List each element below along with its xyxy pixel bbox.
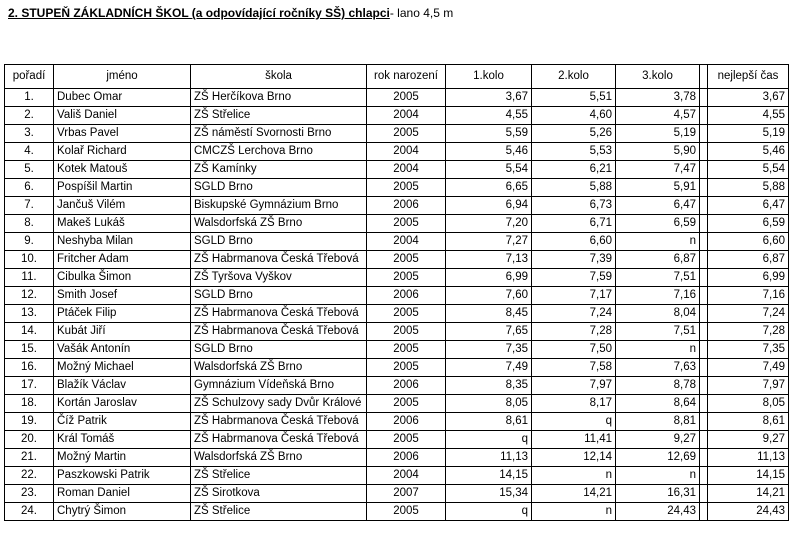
- cell-round-2: 7,28: [532, 323, 616, 341]
- column-gap: [700, 89, 708, 107]
- cell-name: Pospíšil Martin: [54, 179, 191, 197]
- table-row: [5, 233, 789, 251]
- cell-best-time: 5,88: [708, 179, 789, 197]
- cell-best-time: 9,27: [708, 431, 789, 449]
- col-header-rank: pořadí: [5, 65, 54, 89]
- cell-school: SGLD Brno: [191, 179, 367, 197]
- cell-rank: 14.: [5, 323, 54, 341]
- cell-round-3: 12,69: [616, 449, 700, 467]
- cell-school: SGLD Brno: [191, 341, 367, 359]
- table-row: [5, 125, 789, 143]
- cell-best-time: 3,67: [708, 89, 789, 107]
- cell-round-3: 4,57: [616, 107, 700, 125]
- table-row: [5, 287, 789, 305]
- table-row: [5, 341, 789, 359]
- cell-name: Blažík Václav: [54, 377, 191, 395]
- cell-school: ZŠ Habrmanova Česká Třebová: [191, 251, 367, 269]
- table-row: [5, 395, 789, 413]
- cell-round-3: 5,91: [616, 179, 700, 197]
- cell-rank: 4.: [5, 143, 54, 161]
- cell-birth-year: 2005: [367, 89, 446, 107]
- cell-name: Kolař Richard: [54, 143, 191, 161]
- cell-school: ZŠ Habrmanova Česká Třebová: [191, 413, 367, 431]
- cell-round-1: q: [446, 431, 532, 449]
- table-row: [5, 251, 789, 269]
- cell-round-2: 8,17: [532, 395, 616, 413]
- cell-rank: 18.: [5, 395, 54, 413]
- cell-name: Kortán Jaroslav: [54, 395, 191, 413]
- cell-round-2: 7,50: [532, 341, 616, 359]
- cell-round-1: 5,59: [446, 125, 532, 143]
- cell-school: ZŠ Herčíkova Brno: [191, 89, 367, 107]
- col-header-round-3: 3.kolo: [616, 65, 700, 89]
- cell-school: ZŠ Střelice: [191, 503, 367, 521]
- table-row: [5, 179, 789, 197]
- cell-round-3: 8,81: [616, 413, 700, 431]
- cell-round-1: 7,49: [446, 359, 532, 377]
- cell-round-1: 6,94: [446, 197, 532, 215]
- cell-birth-year: 2007: [367, 485, 446, 503]
- cell-rank: 10.: [5, 251, 54, 269]
- cell-birth-year: 2006: [367, 287, 446, 305]
- cell-rank: 16.: [5, 359, 54, 377]
- cell-rank: 24.: [5, 503, 54, 521]
- cell-name: Paszkowski Patrik: [54, 467, 191, 485]
- col-header-school: škola: [191, 65, 367, 89]
- cell-rank: 12.: [5, 287, 54, 305]
- cell-rank: 23.: [5, 485, 54, 503]
- table-body: [5, 89, 789, 521]
- cell-rank: 20.: [5, 431, 54, 449]
- cell-name: Cibulka Šimon: [54, 269, 191, 287]
- cell-name: Kubát Jiří: [54, 323, 191, 341]
- col-header-birth-year: rok narození: [367, 65, 446, 89]
- column-gap: [700, 161, 708, 179]
- cell-round-2: q: [532, 413, 616, 431]
- cell-round-1: 8,05: [446, 395, 532, 413]
- cell-rank: 19.: [5, 413, 54, 431]
- column-gap: [700, 341, 708, 359]
- table-row: [5, 503, 789, 521]
- cell-name: Vašák Antonín: [54, 341, 191, 359]
- column-gap: [700, 413, 708, 431]
- cell-round-1: 6,99: [446, 269, 532, 287]
- cell-round-3: 7,63: [616, 359, 700, 377]
- col-header-round-2: 2.kolo: [532, 65, 616, 89]
- cell-name: Možný Martin: [54, 449, 191, 467]
- results-table: [4, 64, 789, 521]
- cell-name: Vrbas Pavel: [54, 125, 191, 143]
- cell-school: ZŠ Habrmanova Česká Třebová: [191, 431, 367, 449]
- cell-round-1: 5,46: [446, 143, 532, 161]
- cell-rank: 8.: [5, 215, 54, 233]
- cell-rank: 11.: [5, 269, 54, 287]
- cell-birth-year: 2005: [367, 503, 446, 521]
- cell-best-time: 6,60: [708, 233, 789, 251]
- cell-birth-year: 2004: [367, 233, 446, 251]
- table-row: [5, 143, 789, 161]
- cell-round-1: 15,34: [446, 485, 532, 503]
- cell-round-3: 7,47: [616, 161, 700, 179]
- cell-name: Smith Josef: [54, 287, 191, 305]
- cell-school: ZŠ Habrmanova Česká Třebová: [191, 305, 367, 323]
- cell-round-3: 8,04: [616, 305, 700, 323]
- cell-school: CMCZŠ Lerchova Brno: [191, 143, 367, 161]
- table-row: [5, 89, 789, 107]
- cell-round-2: 5,26: [532, 125, 616, 143]
- cell-round-1: 5,54: [446, 161, 532, 179]
- cell-birth-year: 2006: [367, 413, 446, 431]
- cell-birth-year: 2005: [367, 305, 446, 323]
- cell-birth-year: 2005: [367, 341, 446, 359]
- cell-best-time: 5,54: [708, 161, 789, 179]
- cell-round-2: 6,73: [532, 197, 616, 215]
- column-gap: [700, 125, 708, 143]
- cell-best-time: 11,13: [708, 449, 789, 467]
- table-row: [5, 485, 789, 503]
- cell-round-2: 6,21: [532, 161, 616, 179]
- cell-best-time: 7,97: [708, 377, 789, 395]
- table-row: [5, 377, 789, 395]
- column-gap: [700, 395, 708, 413]
- cell-name: Kotek Matouš: [54, 161, 191, 179]
- cell-round-3: 7,51: [616, 269, 700, 287]
- table-row: [5, 107, 789, 125]
- cell-round-2: 7,24: [532, 305, 616, 323]
- cell-round-2: 6,60: [532, 233, 616, 251]
- cell-best-time: 7,28: [708, 323, 789, 341]
- cell-name: Číž Patrik: [54, 413, 191, 431]
- cell-round-2: 14,21: [532, 485, 616, 503]
- cell-school: SGLD Brno: [191, 287, 367, 305]
- cell-best-time: 7,35: [708, 341, 789, 359]
- table-row: [5, 305, 789, 323]
- cell-best-time: 5,46: [708, 143, 789, 161]
- cell-rank: 7.: [5, 197, 54, 215]
- cell-school: ZŠ náměstí Svornosti Brno: [191, 125, 367, 143]
- table-row: [5, 413, 789, 431]
- column-gap: [700, 107, 708, 125]
- cell-name: Chytrý Šimon: [54, 503, 191, 521]
- cell-name: Makeš Lukáš: [54, 215, 191, 233]
- cell-round-3: 3,78: [616, 89, 700, 107]
- column-gap: [700, 215, 708, 233]
- cell-round-1: 8,45: [446, 305, 532, 323]
- cell-round-1: 8,61: [446, 413, 532, 431]
- column-gap: [700, 449, 708, 467]
- column-gap: [700, 179, 708, 197]
- cell-round-3: 7,16: [616, 287, 700, 305]
- cell-round-2: 7,59: [532, 269, 616, 287]
- column-gap: [700, 467, 708, 485]
- cell-birth-year: 2005: [367, 269, 446, 287]
- table-row: [5, 323, 789, 341]
- table-row: [5, 449, 789, 467]
- cell-school: Gymnázium Vídeňská Brno: [191, 377, 367, 395]
- cell-round-3: 8,78: [616, 377, 700, 395]
- cell-school: ZŠ Střelice: [191, 107, 367, 125]
- col-header-round-1: 1.kolo: [446, 65, 532, 89]
- cell-round-3: 9,27: [616, 431, 700, 449]
- table-row: [5, 359, 789, 377]
- cell-birth-year: 2004: [367, 107, 446, 125]
- cell-best-time: 4,55: [708, 107, 789, 125]
- cell-round-2: 5,53: [532, 143, 616, 161]
- column-gap: [700, 359, 708, 377]
- cell-rank: 2.: [5, 107, 54, 125]
- cell-round-3: n: [616, 467, 700, 485]
- cell-round-1: 7,65: [446, 323, 532, 341]
- cell-round-2: 5,88: [532, 179, 616, 197]
- cell-round-3: 7,51: [616, 323, 700, 341]
- cell-best-time: 5,19: [708, 125, 789, 143]
- cell-round-1: 6,65: [446, 179, 532, 197]
- cell-birth-year: 2005: [367, 359, 446, 377]
- cell-round-2: 7,17: [532, 287, 616, 305]
- cell-name: Vališ Daniel: [54, 107, 191, 125]
- cell-round-1: 7,60: [446, 287, 532, 305]
- cell-best-time: 6,99: [708, 269, 789, 287]
- cell-round-3: 5,19: [616, 125, 700, 143]
- table-row: [5, 161, 789, 179]
- heading-category: 2. STUPEŇ ZÁKLADNÍCH ŠKOL (a odpovídající ročníky SŠ) chlapci: [8, 6, 390, 20]
- cell-round-2: 4,60: [532, 107, 616, 125]
- cell-school: Walsdorfská ZŠ Brno: [191, 449, 367, 467]
- cell-best-time: 6,87: [708, 251, 789, 269]
- table-row: [5, 197, 789, 215]
- column-gap: [700, 305, 708, 323]
- cell-round-2: 7,97: [532, 377, 616, 395]
- table-row: [5, 269, 789, 287]
- cell-round-2: n: [532, 503, 616, 521]
- column-gap: [700, 197, 708, 215]
- cell-round-1: 4,55: [446, 107, 532, 125]
- cell-birth-year: 2005: [367, 395, 446, 413]
- column-gap: [700, 251, 708, 269]
- column-gap: [700, 287, 708, 305]
- cell-name: Dubec Omar: [54, 89, 191, 107]
- cell-best-time: 14,21: [708, 485, 789, 503]
- cell-round-1: 7,35: [446, 341, 532, 359]
- column-gap: [700, 233, 708, 251]
- cell-round-2: 11,41: [532, 431, 616, 449]
- cell-round-2: 6,71: [532, 215, 616, 233]
- column-gap: [700, 65, 708, 89]
- table-row: [5, 431, 789, 449]
- page-heading: [8, 6, 453, 20]
- cell-name: Ptáček Filip: [54, 305, 191, 323]
- cell-school: ZŠ Tyršova Vyškov: [191, 269, 367, 287]
- cell-round-3: n: [616, 341, 700, 359]
- heading-discipline: - lano 4,5 m: [389, 6, 454, 20]
- cell-birth-year: 2005: [367, 431, 446, 449]
- cell-round-1: 3,67: [446, 89, 532, 107]
- cell-best-time: 24,43: [708, 503, 789, 521]
- column-gap: [700, 143, 708, 161]
- cell-best-time: 6,59: [708, 215, 789, 233]
- cell-best-time: 8,61: [708, 413, 789, 431]
- column-gap: [700, 485, 708, 503]
- column-gap: [700, 377, 708, 395]
- cell-round-3: 6,59: [616, 215, 700, 233]
- cell-round-2: 7,58: [532, 359, 616, 377]
- cell-round-2: 5,51: [532, 89, 616, 107]
- column-gap: [700, 269, 708, 287]
- cell-round-1: q: [446, 503, 532, 521]
- cell-rank: 13.: [5, 305, 54, 323]
- cell-round-1: 7,27: [446, 233, 532, 251]
- cell-round-1: 7,20: [446, 215, 532, 233]
- cell-rank: 6.: [5, 179, 54, 197]
- cell-round-3: 24,43: [616, 503, 700, 521]
- cell-school: ZŠ Střelice: [191, 467, 367, 485]
- cell-best-time: 7,49: [708, 359, 789, 377]
- cell-name: Neshyba Milan: [54, 233, 191, 251]
- cell-birth-year: 2004: [367, 143, 446, 161]
- cell-best-time: 14,15: [708, 467, 789, 485]
- cell-round-3: 5,90: [616, 143, 700, 161]
- cell-school: ZŠ Schulzovy sady Dvůr Králové: [191, 395, 367, 413]
- cell-school: ZŠ Habrmanova Česká Třebová: [191, 323, 367, 341]
- cell-best-time: 7,16: [708, 287, 789, 305]
- cell-round-1: 11,13: [446, 449, 532, 467]
- cell-rank: 3.: [5, 125, 54, 143]
- cell-school: Walsdorfská ZŠ Brno: [191, 215, 367, 233]
- col-header-name: jméno: [54, 65, 191, 89]
- cell-school: ZŠ Kamínky: [191, 161, 367, 179]
- cell-rank: 5.: [5, 161, 54, 179]
- cell-round-2: 7,39: [532, 251, 616, 269]
- cell-birth-year: 2006: [367, 377, 446, 395]
- column-gap: [700, 323, 708, 341]
- cell-school: SGLD Brno: [191, 233, 367, 251]
- cell-birth-year: 2005: [367, 125, 446, 143]
- cell-round-1: 8,35: [446, 377, 532, 395]
- cell-rank: 15.: [5, 341, 54, 359]
- cell-round-3: 6,47: [616, 197, 700, 215]
- cell-best-time: 7,24: [708, 305, 789, 323]
- cell-round-3: 8,64: [616, 395, 700, 413]
- cell-school: ZŠ Sirotkova: [191, 485, 367, 503]
- cell-school: Biskupské Gymnázium Brno: [191, 197, 367, 215]
- column-gap: [700, 503, 708, 521]
- cell-rank: 17.: [5, 377, 54, 395]
- cell-birth-year: 2005: [367, 215, 446, 233]
- cell-best-time: 8,05: [708, 395, 789, 413]
- table-row: [5, 467, 789, 485]
- cell-round-1: 7,13: [446, 251, 532, 269]
- cell-round-1: 14,15: [446, 467, 532, 485]
- cell-birth-year: 2005: [367, 179, 446, 197]
- cell-rank: 1.: [5, 89, 54, 107]
- cell-rank: 9.: [5, 233, 54, 251]
- cell-round-3: 16,31: [616, 485, 700, 503]
- cell-school: Walsdorfská ZŠ Brno: [191, 359, 367, 377]
- col-header-best-time: nejlepší čas: [708, 65, 789, 89]
- cell-birth-year: 2005: [367, 251, 446, 269]
- cell-round-2: 12,14: [532, 449, 616, 467]
- cell-name: Jančuš Vilém: [54, 197, 191, 215]
- cell-birth-year: 2006: [367, 449, 446, 467]
- cell-name: Roman Daniel: [54, 485, 191, 503]
- cell-name: Král Tomáš: [54, 431, 191, 449]
- cell-birth-year: 2005: [367, 323, 446, 341]
- cell-birth-year: 2004: [367, 161, 446, 179]
- table-row: [5, 215, 789, 233]
- cell-birth-year: 2004: [367, 467, 446, 485]
- cell-best-time: 6,47: [708, 197, 789, 215]
- cell-name: Možný Michael: [54, 359, 191, 377]
- cell-round-2: n: [532, 467, 616, 485]
- cell-name: Fritcher Adam: [54, 251, 191, 269]
- cell-rank: 22.: [5, 467, 54, 485]
- cell-round-3: 6,87: [616, 251, 700, 269]
- cell-rank: 21.: [5, 449, 54, 467]
- column-gap: [700, 431, 708, 449]
- cell-round-3: n: [616, 233, 700, 251]
- cell-birth-year: 2006: [367, 197, 446, 215]
- table-header-row: [5, 65, 789, 89]
